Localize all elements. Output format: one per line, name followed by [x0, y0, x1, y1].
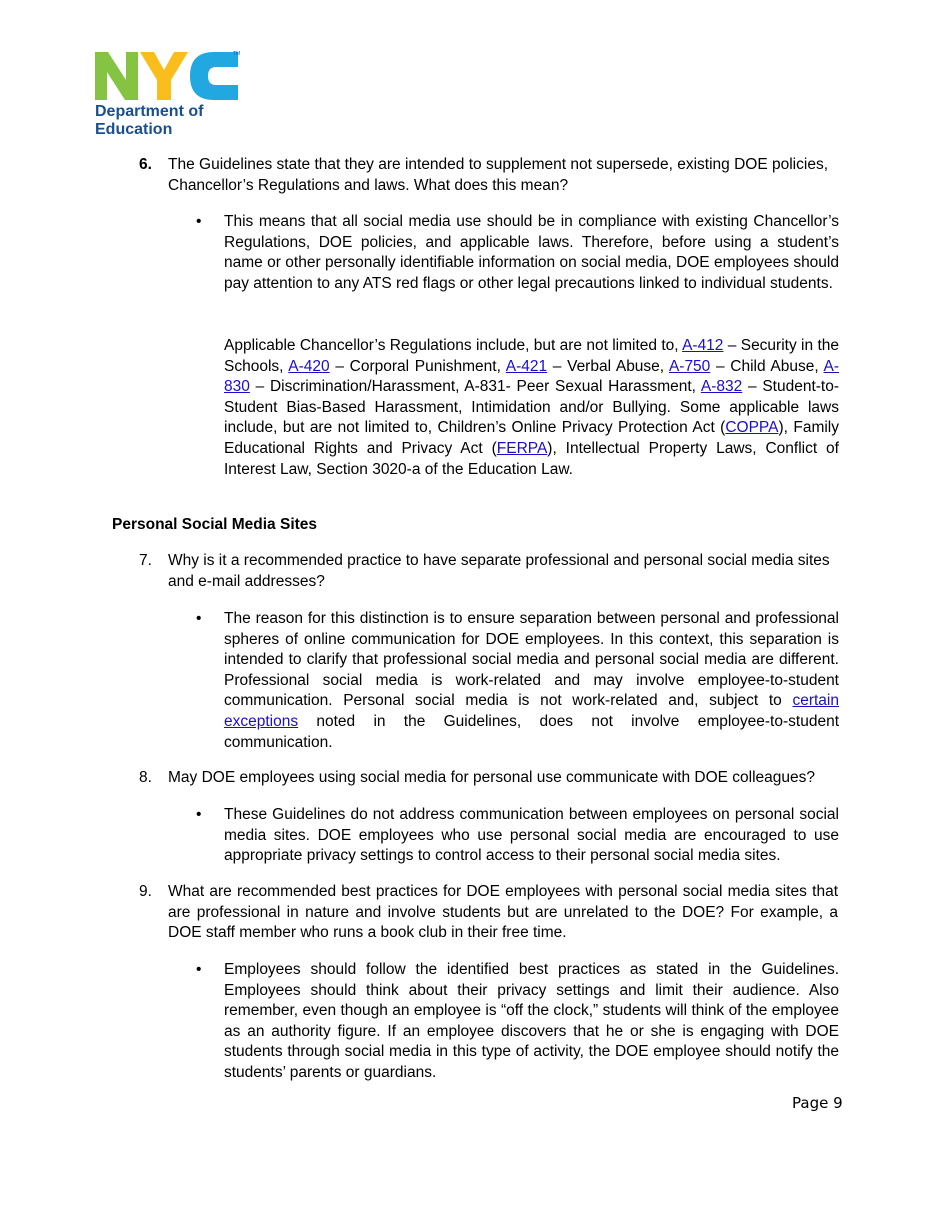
text-run: noted in the Guidelines, does not involve employee-to-student communication.	[224, 712, 839, 751]
answer-text: This means that all social media use should be in compliance with existing Chancellor’s Regulations, DOE policies, and applicable laws. Therefore, before using a student’s name or other personally identifiable information on social media, DOE employees should pay attention to any ATS red flags or other legal precautions linked to individual students.	[224, 213, 839, 292]
nyc-doe-logo	[94, 50, 244, 140]
link-a-830[interactable]: A-830	[224, 357, 840, 396]
question-text: The Guidelines state that they are intended to supplement not supersede, existing DOE policies, Chancellor’s Regulations and laws. What does this mean?	[168, 156, 828, 194]
link-ferpa[interactable]: FERPA	[496, 439, 548, 457]
text-run: ), Family Educational Rights and Privacy Act (	[224, 419, 839, 457]
logo-text-education: Education	[95, 121, 173, 138]
text-run: – Student-to-Student Bias-Based Harassment, Intimidation and/or Bullying. Some applicable laws include, but are not limited to, Children’s Online Privacy Protection Act (	[224, 378, 839, 437]
text-run: – Child Abuse,	[710, 357, 824, 375]
svg-text:TM: TM	[233, 51, 241, 57]
text-run: – Discrimination/Harassment, A-831- Peer Sexual Harassment,	[249, 378, 701, 396]
bullet-icon: •	[196, 213, 202, 230]
text-run: Applicable Chancellor’s Regulations include, but are not limited to,	[224, 337, 683, 354]
link-a-420[interactable]: A-420	[288, 357, 330, 375]
question-text: What are recommended best practices for DOE employees with personal social media sites that are professional in nature and involve students but are unrelated to the DOE? For example, a DOE staff member who runs a book club in their free time.	[168, 883, 838, 942]
answer-text: Employees should follow the identified best practices as stated in the Guidelines. Employees should think about their privacy settings and limit their audience. Also remember, even though an employee is “off the clock,” students will think of the employee as an authority figure. If an employee discovers that he or she is engaging with DOE students through social media in this type of activity, the DOE employee should notify the students’ parents or guardians.	[224, 961, 839, 1081]
answer-text	[224, 609, 839, 753]
link-certain-exceptions[interactable]: certain exceptions	[224, 692, 839, 730]
logo-text-department: Department of	[95, 103, 204, 120]
link-a-412[interactable]: A-412	[682, 337, 724, 354]
link-a-421[interactable]: A-421	[505, 357, 548, 375]
text-run: – Security in the Schools,	[224, 337, 839, 375]
nyc-logo-mark	[94, 50, 244, 102]
answer-text: These Guidelines do not address communication between employees on personal social media sites. DOE employees who use personal social media are encouraged to use appropriate privacy settings to control access to their personal social media sites.	[224, 806, 839, 865]
question-number: 6.	[139, 156, 152, 173]
question-number: 9.	[139, 883, 152, 900]
question-text: May DOE employees using social media for personal use communicate with DOE colleagues?	[168, 769, 815, 786]
text-run: – Corporal Punishment,	[329, 357, 506, 375]
text-run: The reason for this distinction is to ensure separation between personal and professional spheres of online communication for DOE employees. In this context, this separation is intended to clarify that professional social media and personal social media are different. Professional social media is work-related and may involve employee-to-student communication. Personal social media is not work-related and, subject to	[224, 610, 839, 710]
text-run: – Verbal Abuse,	[547, 357, 669, 375]
page-number: Page 9	[792, 1094, 843, 1112]
link-a-832[interactable]: A-832	[700, 378, 743, 396]
link-a-750[interactable]: A-750	[668, 357, 711, 375]
regulations-paragraph	[224, 336, 839, 480]
question-number: 7.	[139, 552, 152, 569]
bullet-icon: •	[196, 806, 202, 823]
question-text: Why is it a recommended practice to have separate professional and personal social media sites and e-mail addresses?	[168, 552, 830, 590]
question-number: 8.	[139, 769, 152, 786]
bullet-icon: •	[196, 961, 202, 978]
bullet-icon: •	[196, 610, 202, 627]
section-heading: Personal Social Media Sites	[112, 516, 318, 533]
text-run: ), Intellectual Property Laws, Conflict of Interest Law, Section 3020-a of the Education Law.	[224, 439, 839, 478]
link-coppa[interactable]: COPPA	[725, 419, 779, 437]
